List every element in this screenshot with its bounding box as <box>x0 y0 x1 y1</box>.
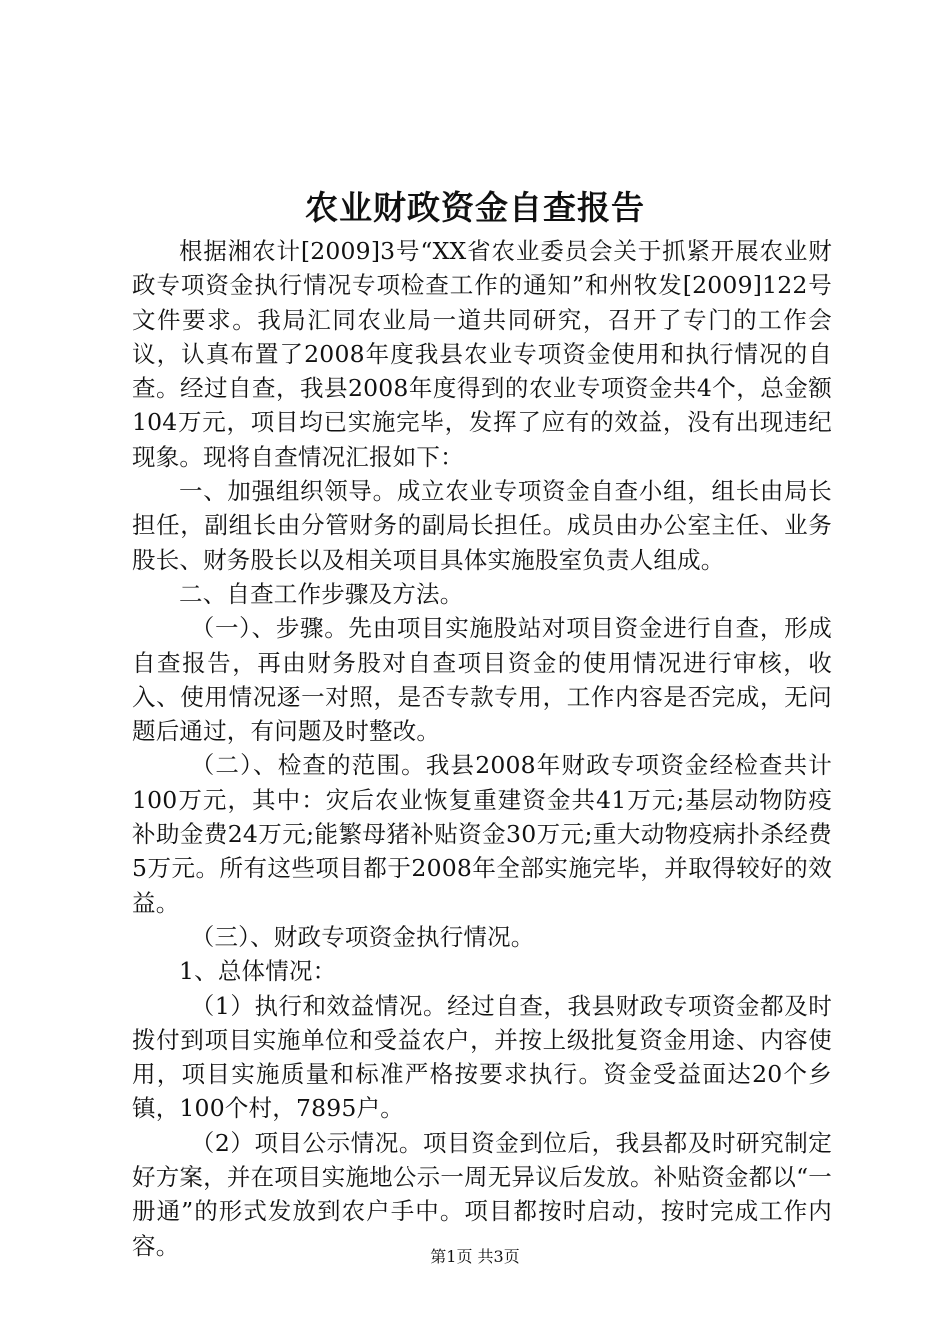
paragraph-section-2-heading: 二、自查工作步骤及方法。 <box>179 579 464 608</box>
paragraph-overall-heading: 1、总体情况： <box>179 957 337 986</box>
paragraph-section-1: 一、加强组织领导。成立农业专项资金自查小组，组长由局长担任，副组长由分管财务的副局长担任。成员由办公室主任、业务股长、财务股长以及相关项目具体实施股室负责人组成。 <box>132 477 832 574</box>
paragraph-step-3-heading: （三）、财政专项资金执行情况。 <box>190 922 535 951</box>
document-body <box>132 234 832 1263</box>
paragraph-step-1: （一）、步骤。先由项目实施股站对项目资金进行自查，形成自查报告，再由财务股对自查项目资金的使用情况进行审核，收入、使用情况逐一对照，是否专款专用，工作内容是否完成，无问题后通过，有问题及时整改。 <box>132 614 832 746</box>
paragraph-publicity: （2）项目公示情况。项目资金到位后，我县都及时研究制定好方案，并在项目实施地公示一周无异议后发放。补贴资金都以“一册通”的形式发放到农户手中。项目都按时启动，按时完成工作内容。 <box>132 1128 832 1260</box>
paragraph-intro: 根据湘农计[2009]3号“XX省农业委员会关于抓紧开展农业财政专项资金执行情况专项检查工作的通知”和州牧发[2009]122号文件要求。我局汇同农业局一道共同研究，召开了专门的工作会议，认真布置了2008年度我县农业专项资金使用和执行情况的自查。经过自查，我县2008年度得到的农业专项资金共4个，总金额104万元，项目均已实施完毕，发挥了应有的效益，没有出现违纪现象。现将自查情况汇报如下： <box>132 237 832 471</box>
page-footer: 第1页 共3页 <box>430 1247 520 1266</box>
paragraph-step-2: （二）、检查的范围。我县2008年财政专项资金经检查共计100万元，其中：灾后农业恢复重建资金共41万元;基层动物防疫补助金费24万元;能繁母猪补贴资金30万元;重大动物疫病扑杀经费5万元。所有这些项目都于2008年全部实施完毕，并取得较好的效益。 <box>132 751 832 917</box>
document-title: 农业财政资金自查报告 <box>305 188 645 227</box>
paragraph-execution: （1）执行和效益情况。经过自查，我县财政专项资金都及时拨付到项目实施单位和受益农户，并按上级批复资金用途、内容使用，项目实施质量和标准严格按要求执行。资金受益面达20个乡镇，100个村，7895户。 <box>132 991 832 1123</box>
